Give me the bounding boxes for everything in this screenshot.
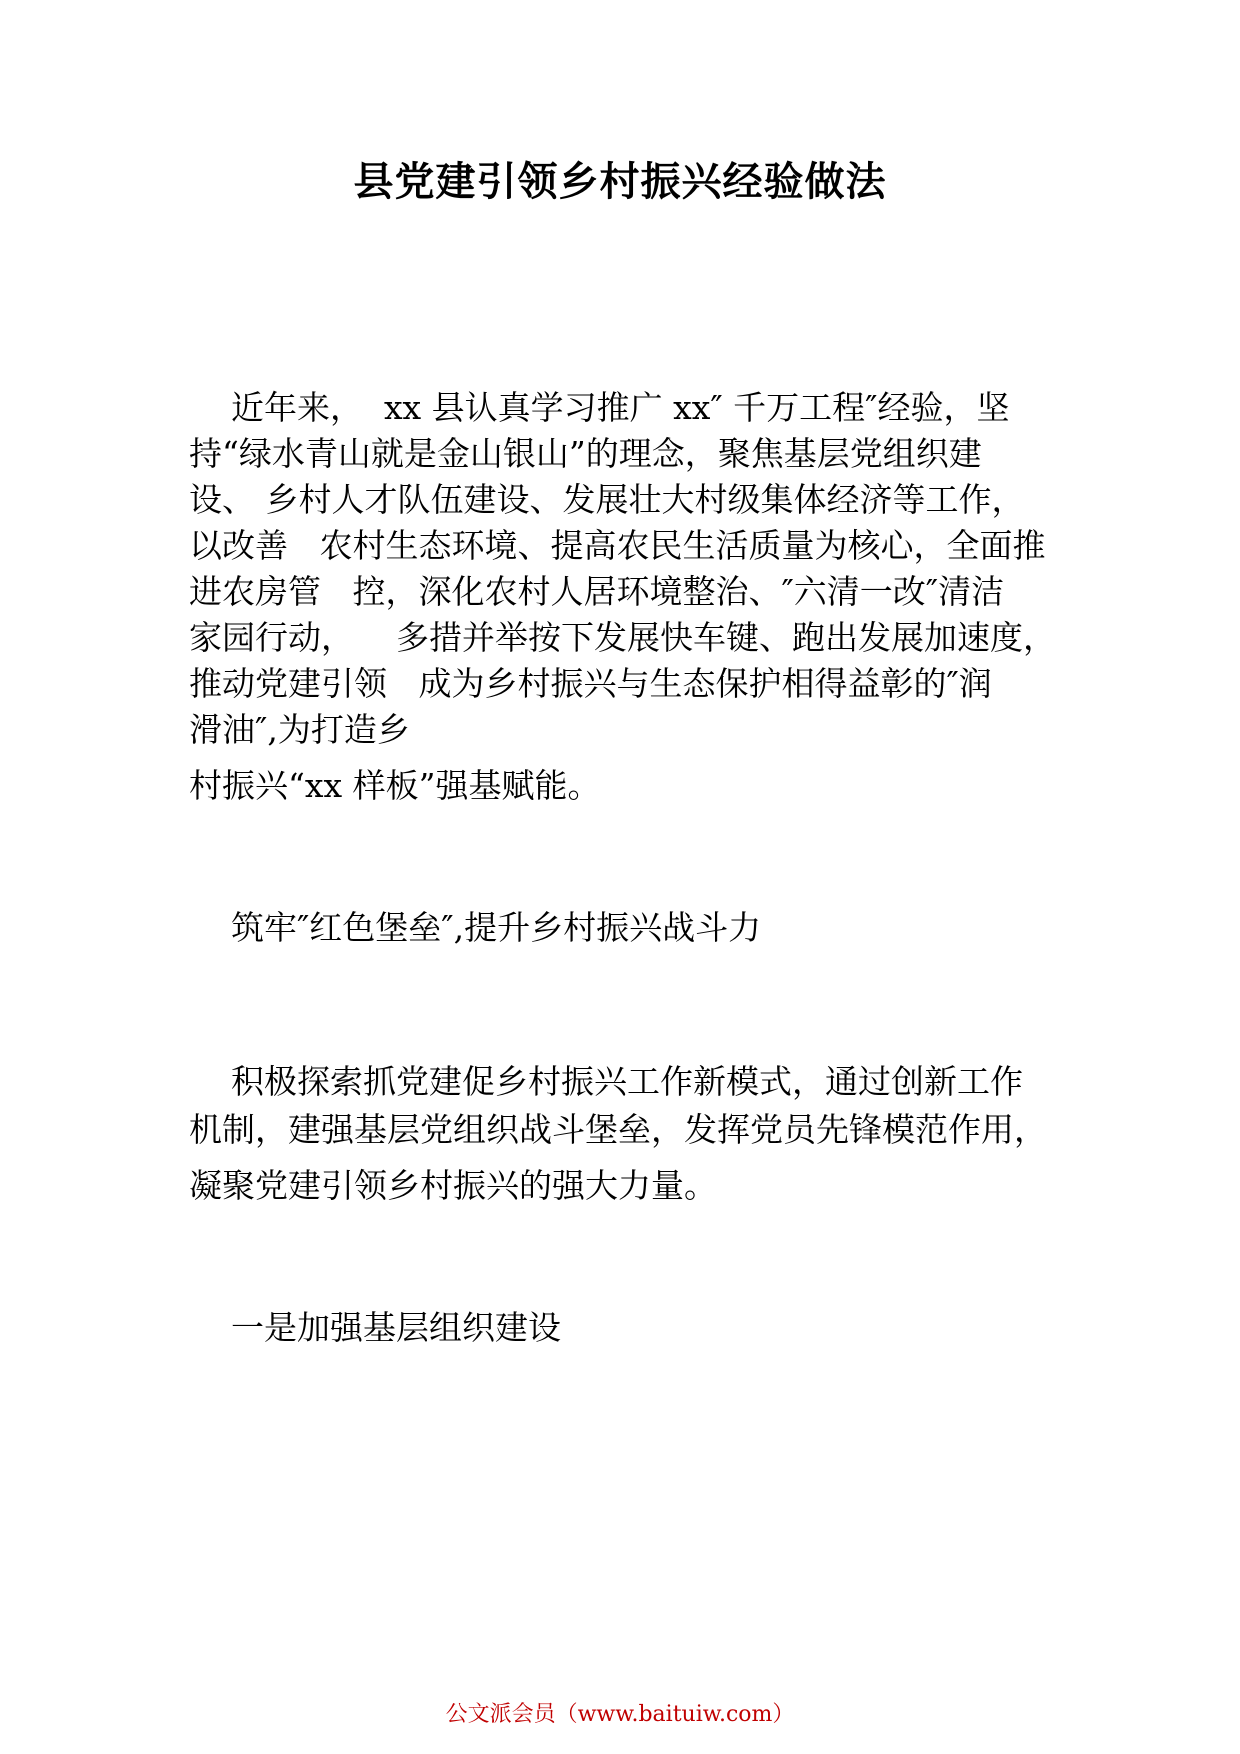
intro-line: 以改善 农村生态环境、提高农民生活质量为核心，全面推 (189, 526, 1046, 565)
intro-line: 村振兴“xx 样板”强基赋能。 (189, 766, 601, 805)
intro-line: 设、 乡村人才队伍建设、发展壮大村级集体经济等工作， (189, 480, 1025, 519)
intro-line: 滑油″,为打造乡 (189, 710, 410, 749)
body-line: 凝聚党建引领乡村振兴的强大力量。 (189, 1166, 717, 1205)
subheading: 一是加强基层组织建设 (189, 1308, 561, 1347)
body-line: 机制，建强基层党组织战斗堡垒，发挥党员先锋模范作用， (189, 1110, 1047, 1149)
intro-line: 进农房管 控，深化农村人居环境整治、″六清一改″清洁 (189, 572, 1005, 611)
intro-line: 持“绿水青山就是金山银山”的理念，聚焦基层党组织建 (189, 434, 982, 473)
intro-line: 推动党建引领 成为乡村振兴与生态保护相得益彰的″润 (189, 664, 992, 703)
section-heading: 筑牢″红色堡垒″,提升乡村振兴战斗力 (189, 908, 762, 947)
body-line: 积极探索抓党建促乡村振兴工作新模式，通过创新工作 (189, 1062, 1023, 1101)
document-title: 县党建引领乡村振兴经验做法 (353, 159, 887, 205)
intro-line: 家园行动， 多措并举按下发展快车键、跑出发展加速度， (189, 618, 1056, 657)
footer-watermark: 公文派会员（www.baituiw.com） (445, 1702, 795, 1727)
intro-line: 近年来， xx 县认真学习推广 xx″ 千万工程″经验，坚 (189, 388, 1010, 427)
